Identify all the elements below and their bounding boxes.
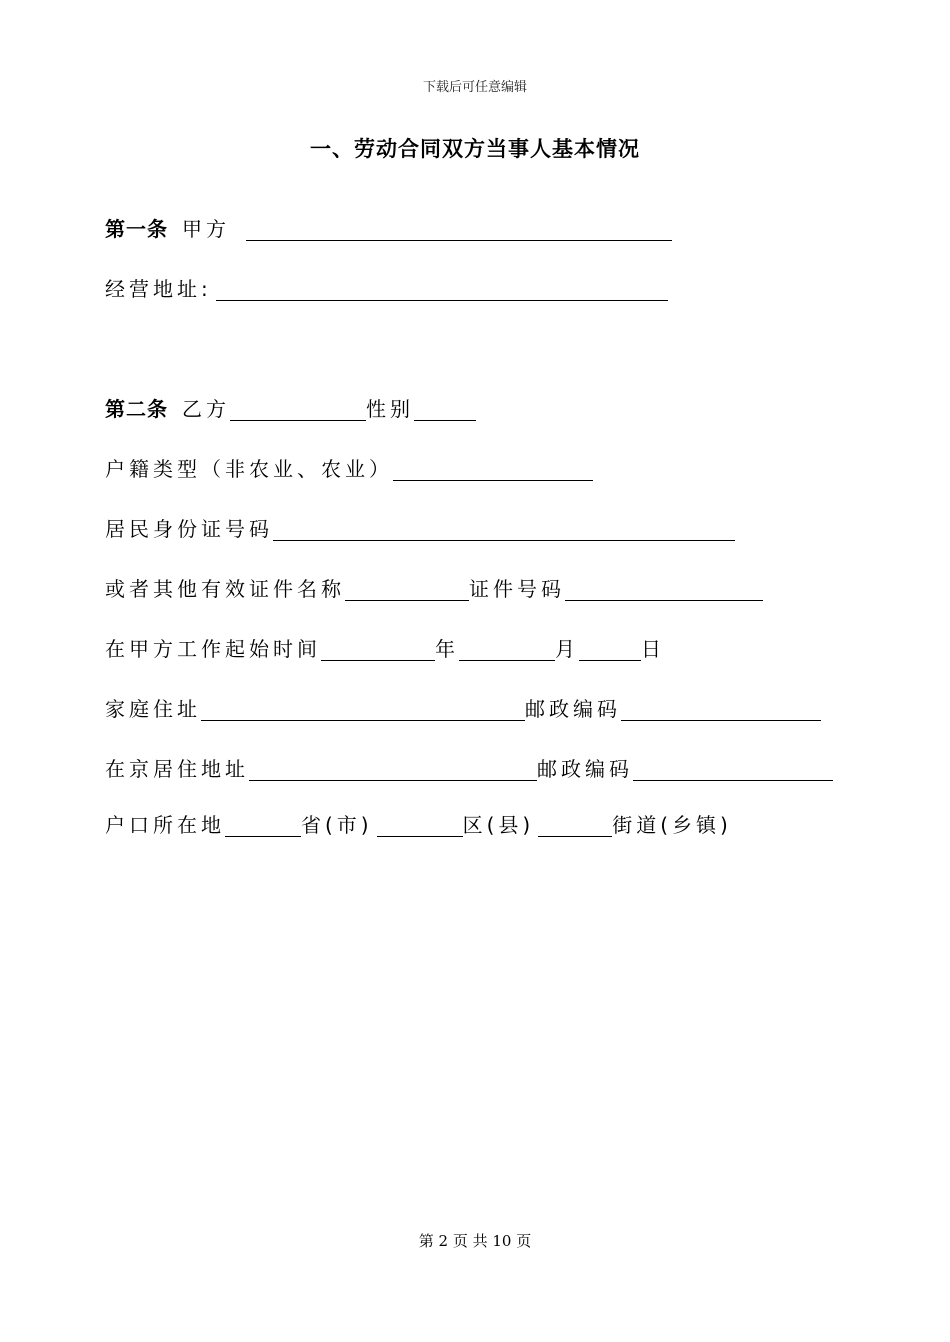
cert-number-field[interactable]	[565, 578, 763, 601]
district-field[interactable]	[377, 814, 463, 837]
party-a-field[interactable]	[246, 218, 672, 241]
start-time-label: 在甲方工作起始时间	[105, 637, 321, 661]
hukou-location-row	[105, 810, 732, 840]
street-label: 街道(乡镇)	[612, 813, 732, 837]
postal-code-2-label: 邮政编码	[537, 757, 633, 781]
hukou-type-label: 户籍类型（非农业、农业）	[105, 457, 393, 481]
business-address-field[interactable]	[216, 278, 668, 301]
cert-number-label: 证件号码	[469, 577, 565, 601]
party-a-label: 甲方	[182, 217, 230, 241]
article2-party-b-row	[105, 394, 476, 424]
postal-code-1-label: 邮政编码	[525, 697, 621, 721]
page-footer: 第 2 页 共 10 页	[418, 1232, 532, 1250]
article1-label: 第一条	[105, 217, 168, 241]
article1-party-a-row	[105, 214, 672, 244]
party-b-field[interactable]	[230, 398, 366, 421]
start-time-row	[105, 634, 665, 664]
page-header: 下载后可任意编辑	[422, 80, 527, 95]
home-address-label: 家庭住址	[105, 697, 201, 721]
province-label: 省(市)	[301, 813, 373, 837]
other-id-name-label: 或者其他有效证件名称	[105, 577, 345, 601]
home-address-field[interactable]	[201, 698, 525, 721]
hukou-type-field[interactable]	[393, 458, 593, 481]
beijing-address-field[interactable]	[249, 758, 537, 781]
home-address-row	[105, 694, 821, 724]
district-label: 区(县)	[462, 813, 535, 837]
beijing-address-label: 在京居住地址	[105, 757, 249, 781]
id-number-row	[105, 514, 735, 544]
party-b-label: 乙方	[182, 397, 230, 421]
postal-code-1-field[interactable]	[621, 698, 821, 721]
gender-label: 性别	[366, 397, 414, 421]
hukou-type-row	[105, 454, 593, 484]
gender-field[interactable]	[414, 398, 476, 421]
month-label: 月	[555, 637, 579, 661]
beijing-address-row	[105, 754, 833, 784]
postal-code-2-field[interactable]	[633, 758, 833, 781]
other-id-name-field[interactable]	[345, 578, 469, 601]
start-month-field[interactable]	[459, 638, 555, 661]
province-field[interactable]	[225, 814, 301, 837]
business-address-label: 经营地址:	[105, 277, 212, 301]
id-number-label: 居民身份证号码	[105, 517, 273, 541]
street-field[interactable]	[538, 814, 612, 837]
business-address-row	[105, 274, 668, 304]
start-year-field[interactable]	[321, 638, 435, 661]
article2-label: 第二条	[105, 397, 168, 421]
day-label: 日	[641, 637, 665, 661]
section-title: 一、劳动合同双方当事人基本情况	[310, 137, 640, 161]
id-number-field[interactable]	[273, 518, 735, 541]
other-id-row	[105, 574, 763, 604]
hukou-location-label: 户口所在地	[105, 813, 225, 837]
year-label: 年	[435, 637, 459, 661]
start-day-field[interactable]	[579, 638, 641, 661]
